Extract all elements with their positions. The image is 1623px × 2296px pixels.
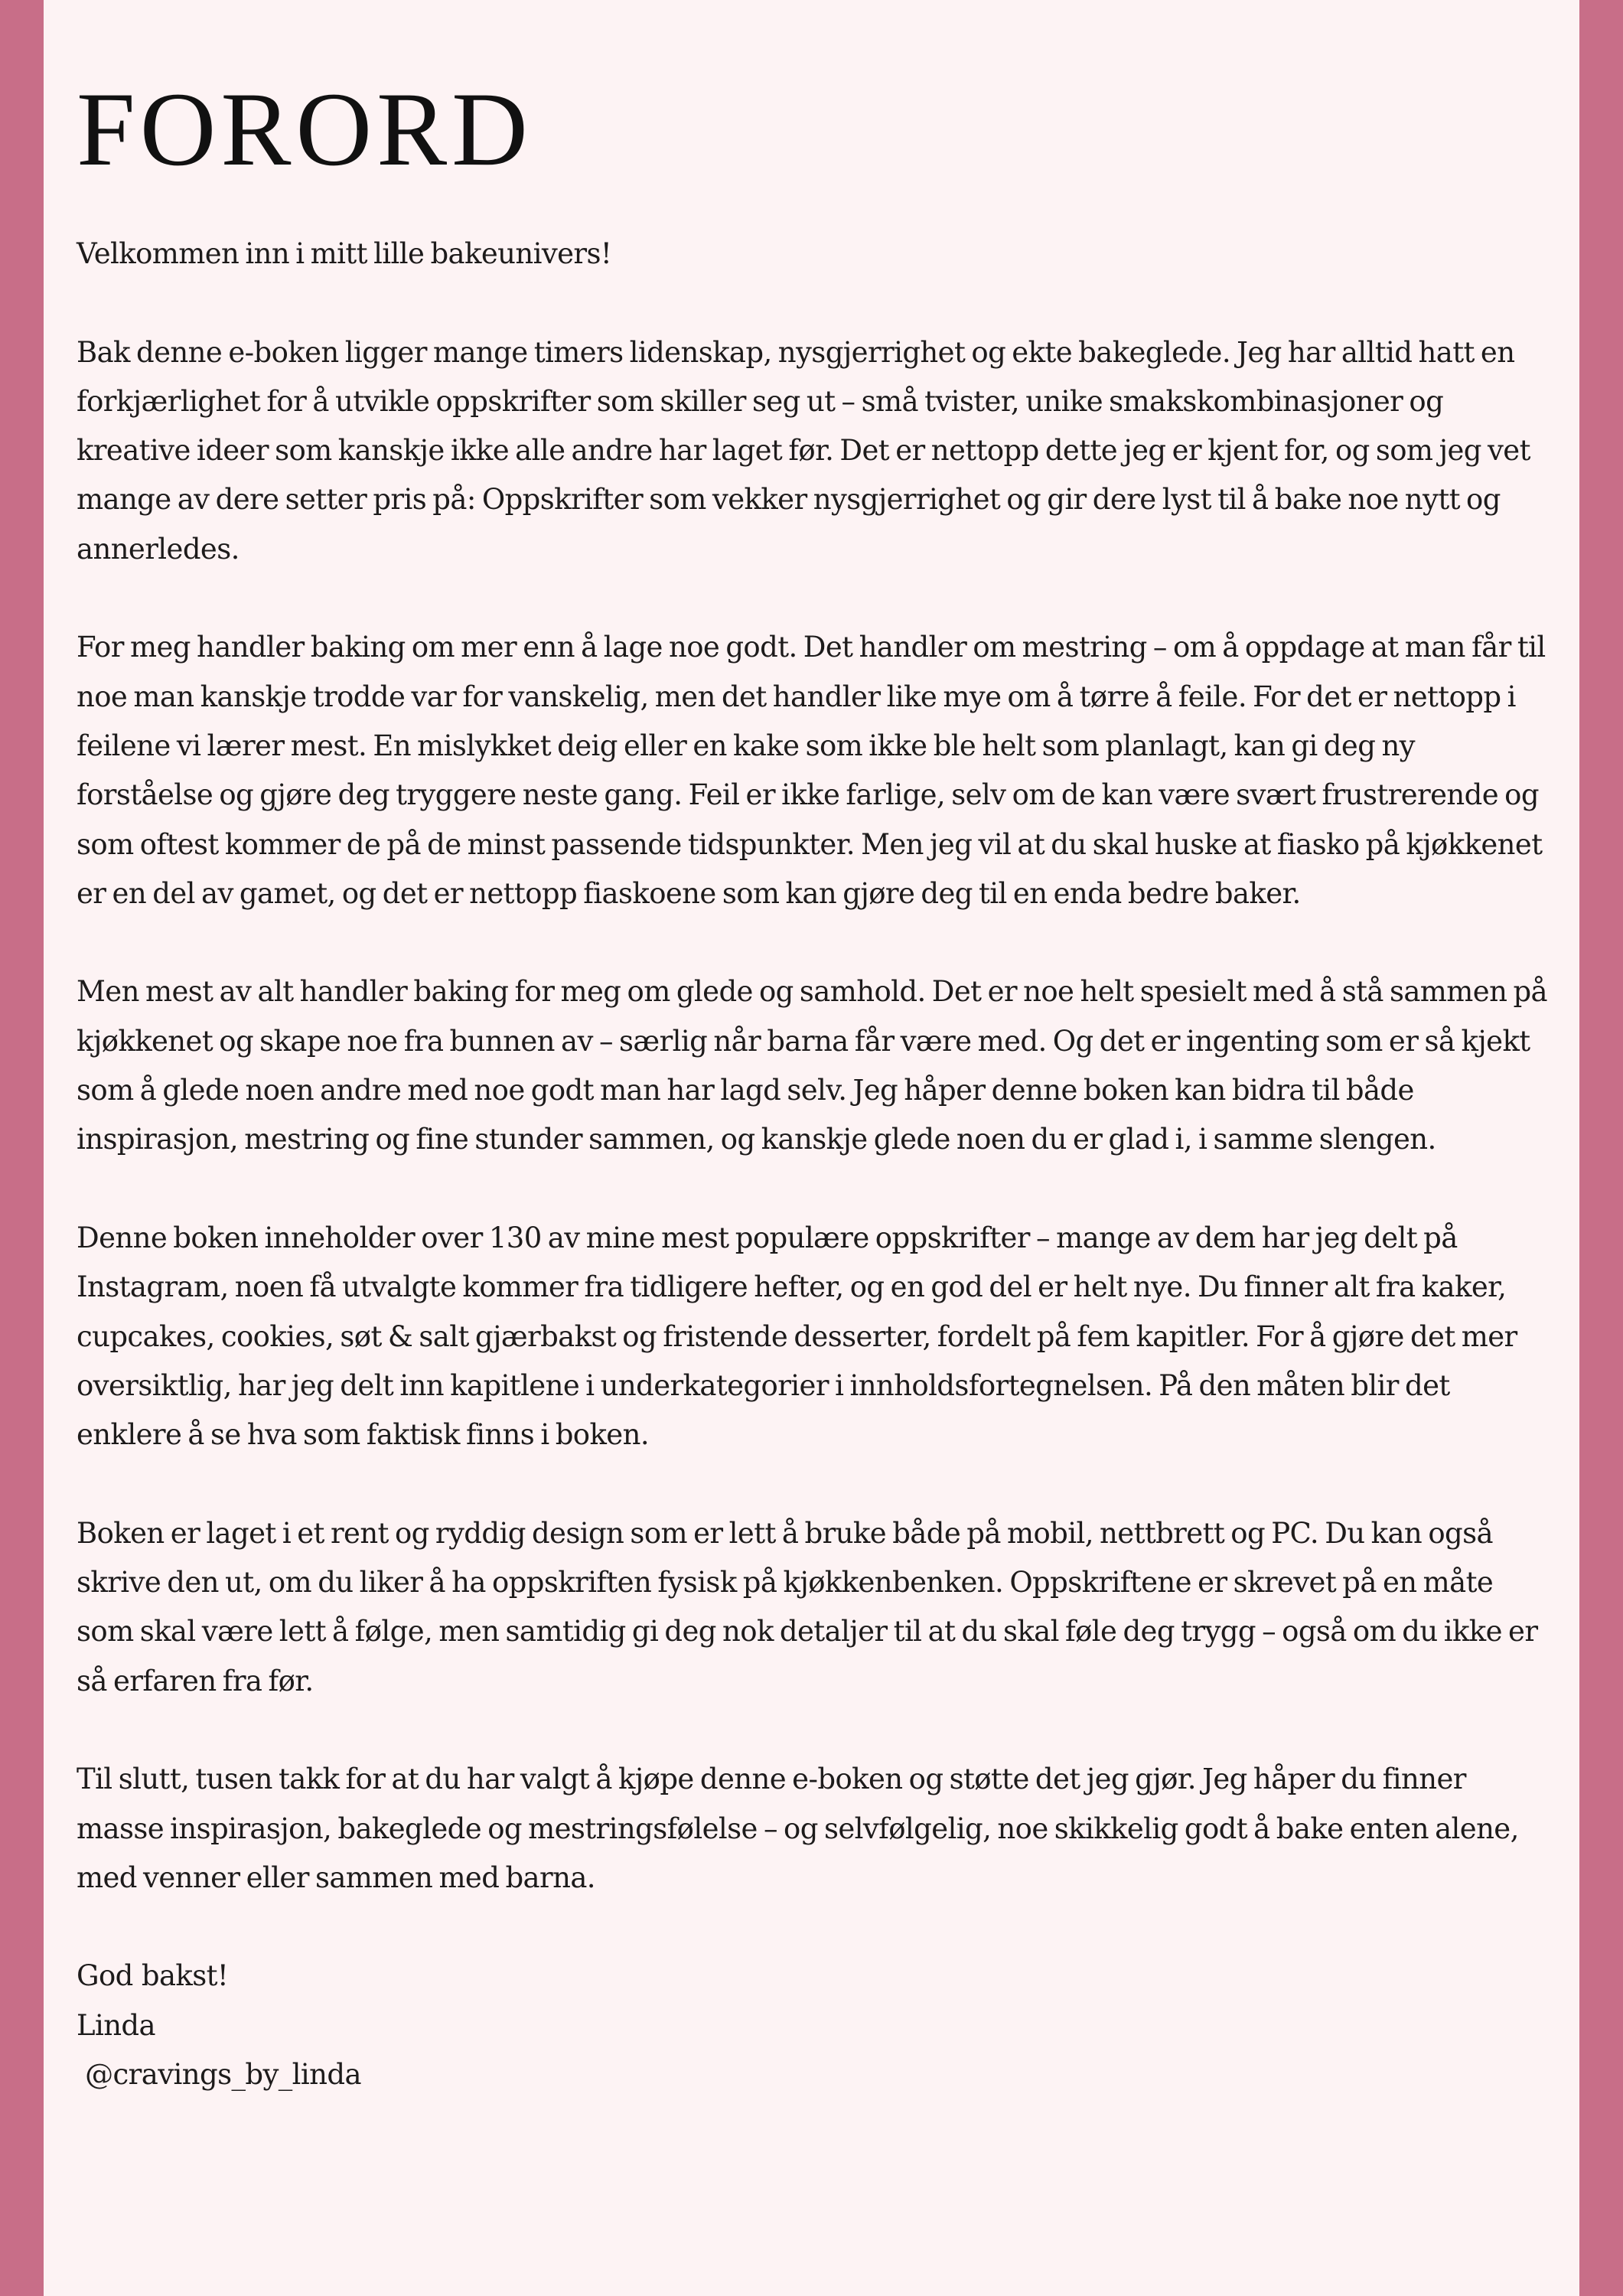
signoff-handle: @cravings_by_linda: [77, 2057, 361, 2091]
page: [44, 0, 1579, 2296]
paragraph-contents: Denne boken inneholder over 130 av mine mest populære oppskrifter – mange av dem har jeg delt på Instagram, noen få utvalgte kommer fra tidligere hefter, og en god del er helt nye. Du finner alt fra kaker, cupcakes, cookies, søt & salt gjærbakst og fristende desserter, fordelt på fem kapitler. For å gjøre det mer oversiktlig, har jeg delt inn kapitlene i underkategorier i innholdsfortegnelsen. På den måten blir det enklere å se hva som faktisk finns i boken.: [77, 1221, 1517, 1452]
paragraph-intro: Bak denne e-boken ligger mange timers lidenskap, nysgjerrighet og ekte bakeglede. Jeg har alltid hatt en forkjærlighet for å utvikle oppskrifter som skiller seg ut – små tvister, unike smakskombinasjoner og kreative ideer som kanskje ikke alle andre har laget før. Det er nettopp dette jeg er kjent for, og som jeg vet mange av dere setter pris på: Oppskrifter som vekker nysgjerrighet og gir dere lyst til å bake noe nytt og annerledes.: [77, 335, 1530, 566]
page-title: FORORD: [77, 70, 533, 188]
paragraph-thanks: Til slutt, tusen takk for at du har valgt å kjøpe denne e-boken og støtte det jeg gjør. Jeg håper du finner masse inspirasjon, bakeglede og mestringsfølelse – og selvfølgelig, noe skikkelig godt å bake enten alene, med venner eller sammen med barna.: [77, 1763, 1519, 1894]
paragraph-mastery: For meg handler baking om mer enn å lage noe godt. Det handler om mestring – om å oppdage at man får til noe man kanskje trodde var for vanskelig, men det handler like mye om å tørre å feile. For det er nettopp i feilene vi lærer mest. En mislykket deig eller en kake som ikke ble helt som planlagt, kan gi deg ny forståelse og gjøre deg tryggere neste gang. Feil er ikke farlige, selv om de kan være svært frustrerende og som oftest kommer de på de minst passende tidspunkter. Men jeg vil at du skal huske at fiasko på kjøkkenet er en del av gamet, og det er nettopp fiaskoene som kan gjøre deg til en enda bedre baker.: [77, 631, 1546, 910]
paragraph-design: Boken er laget i et rent og ryddig design som er lett å bruke både på mobil, nettbrett og PC. Du kan også skrive den ut, om du liker å ha oppskriften fysisk på kjøkkenbenken. Oppskriftene er skrevet på en måte som skal være lett å følge, men samtidig gi deg nok detaljer til at du skal føle deg trygg – også om du ikke er så erfaren fra før.: [77, 1516, 1538, 1698]
paragraph-joy: Men mest av alt handler baking for meg om glede og samhold. Det er noe helt spesielt med å stå sammen på kjøkkenet og skape noe fra bunnen av – særlig når barna får være med. Og det er ingenting som er så kjekt som å glede noen andre med noe godt man har lagd selv. Jeg håper denne boken kan bidra til både inspirasjon, mestring og fine stunder sammen, og kanskje glede noen du er glad i, i samme slengen.: [77, 975, 1548, 1156]
foreword-content: [77, 70, 1553, 2099]
signoff-greeting: God bakst!: [77, 1959, 229, 1993]
signoff: [77, 1952, 1553, 2099]
signoff-name: Linda: [77, 2008, 155, 2042]
paragraph-welcome: Velkommen inn i mitt lille bakeunivers!: [77, 237, 612, 270]
